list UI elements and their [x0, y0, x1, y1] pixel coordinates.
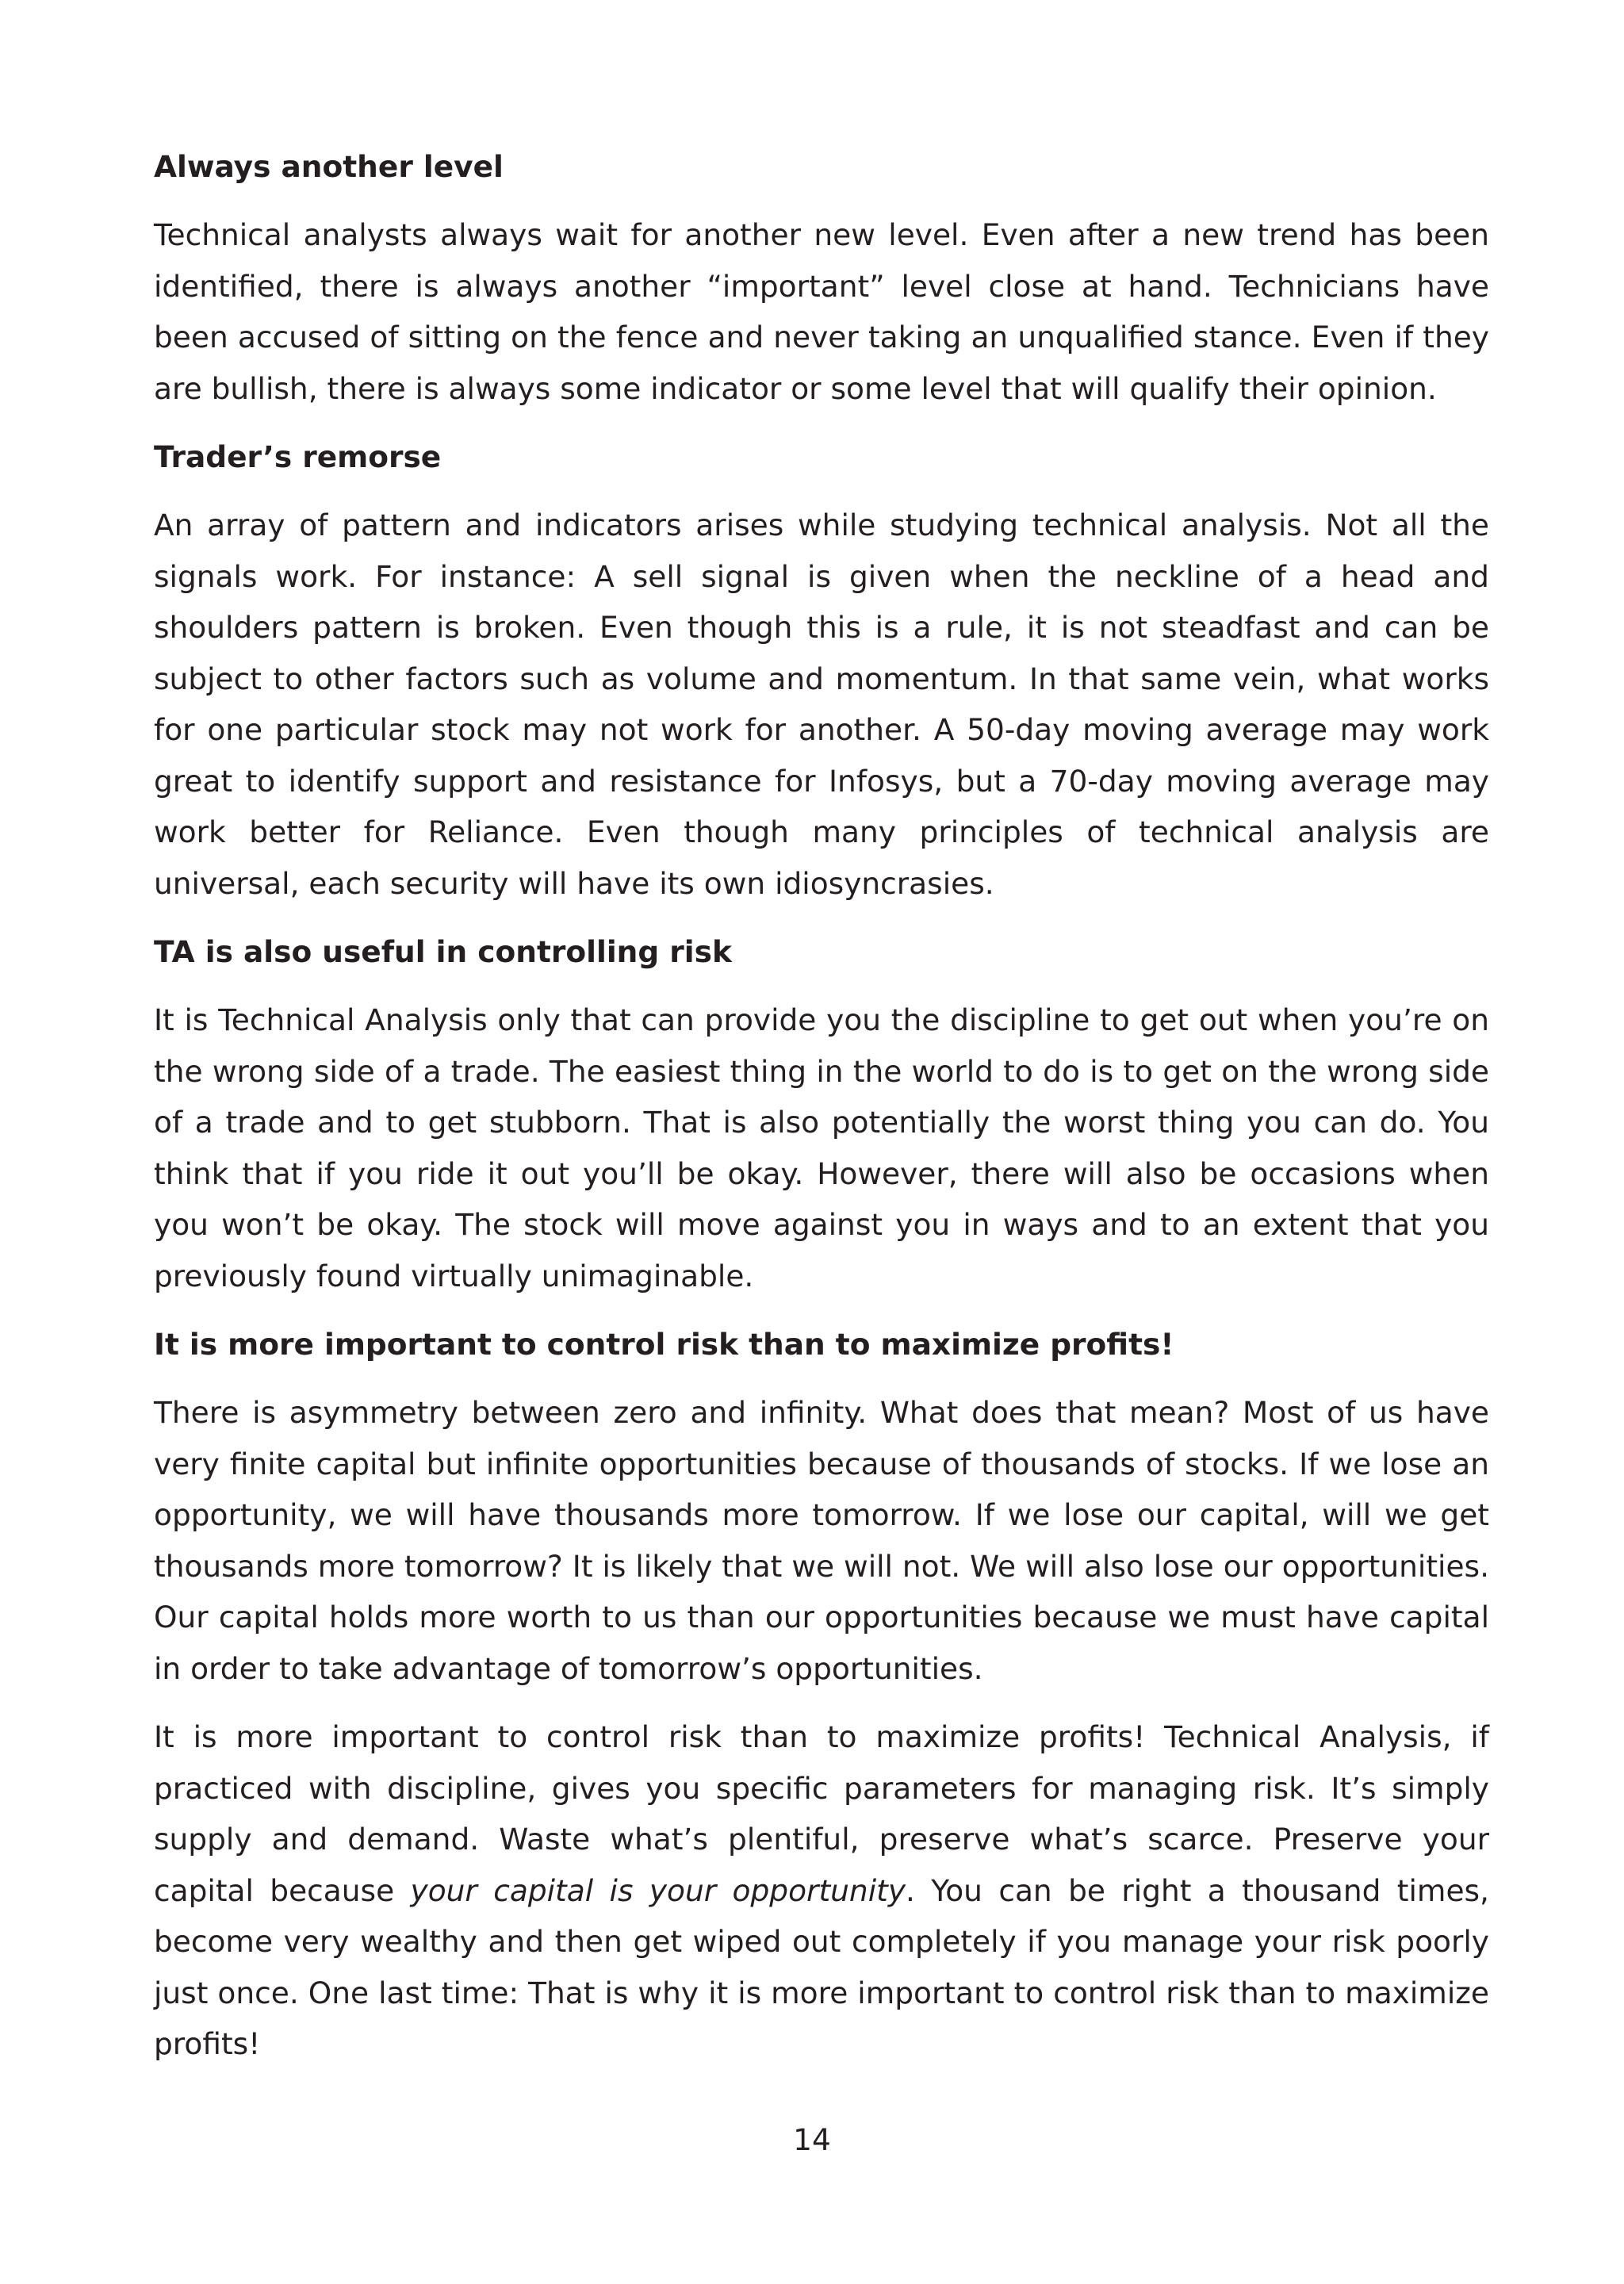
page-number: 14 — [793, 2122, 831, 2157]
paragraph-asymmetry: There is asymmetry between zero and infinity. What does that mean? Most of us have very finite capital but infinite opportunities because of thousands of stocks. If we lose an opportunity, we will have thousands more tomorrow. If we lose our capital, will we get thousands more tomorrow? It is likely that we will not. We will also lose our opportunities. Our capital holds more worth to us than our opportunities because we must have capital in order to take advantage of tomorrow’s opportunities. — [154, 1395, 1489, 1686]
paragraph-control-risk-conclusion — [154, 1711, 1489, 2070]
conclusion-text-end: . You can be right a thousand times, become very wealthy and then get wiped out completely if you manage your risk poorly just once. One last time: That is why it is more important to control risk than to maximize profits! — [154, 1872, 1489, 2061]
conclusion-text-start: It is more important to control risk than to maximize profits! Technical Analysis, if practiced with discipline, gives you specific parameters for managing risk. It’s simply supply and demand. Waste what’s plentiful, preserve what’s scarce. Preserve your capital because — [154, 1719, 1489, 1908]
paragraph-traders-remorse: An array of pattern and indicators arises while studying technical analysis. Not all the signals work. For instance: A sell signal is given when the neckline of a head and shoulders pattern is broken. Even though this is a rule, it is not steadfast and can be subject to other factors such as volume and momentum. In that same vein, what works for one particular stock may not work for another. A 50-day moving average may work great to identify support and resistance for Infosys, but a 70-day moving average may work better for Reliance. Even though many principles of technical analysis are universal, each security will have its own idiosyncrasies. — [154, 508, 1489, 901]
section-heading-ta-controlling-risk: TA is also useful in controlling risk — [154, 934, 732, 969]
section-heading-always-another-level: Always another level — [154, 149, 504, 184]
paragraph-always-another-level: Technical analysts always wait for another new level. Even after a new trend has been identified, there is always another “important” level close at hand. Technicians have been accused of sitting on the fence and never taking an unqualified stance. Even if they are bullish, there is always some indicator or some level that will qualify their opinion. — [154, 217, 1489, 406]
section-heading-traders-remorse: Trader’s remorse — [154, 439, 442, 474]
section-heading-control-risk: It is more important to control risk than to maximize profits! — [154, 1327, 1174, 1362]
paragraph-ta-controlling-risk: It is Technical Analysis only that can provide you the discipline to get out when you’re on the wrong side of a trade. The easiest thing in the world to do is to get on the wrong side of a trade and to get stubborn. That is also potentially the worst thing you can do. You think that if you ride it out you’ll be okay. However, there will also be occasions when you won’t be okay. The stock will move against you in ways and to an extent that you previously found virtually unimaginable. — [154, 1002, 1489, 1293]
document-page — [154, 141, 1489, 2087]
conclusion-italic-emphasis: your capital is your opportunity — [410, 1872, 906, 1908]
